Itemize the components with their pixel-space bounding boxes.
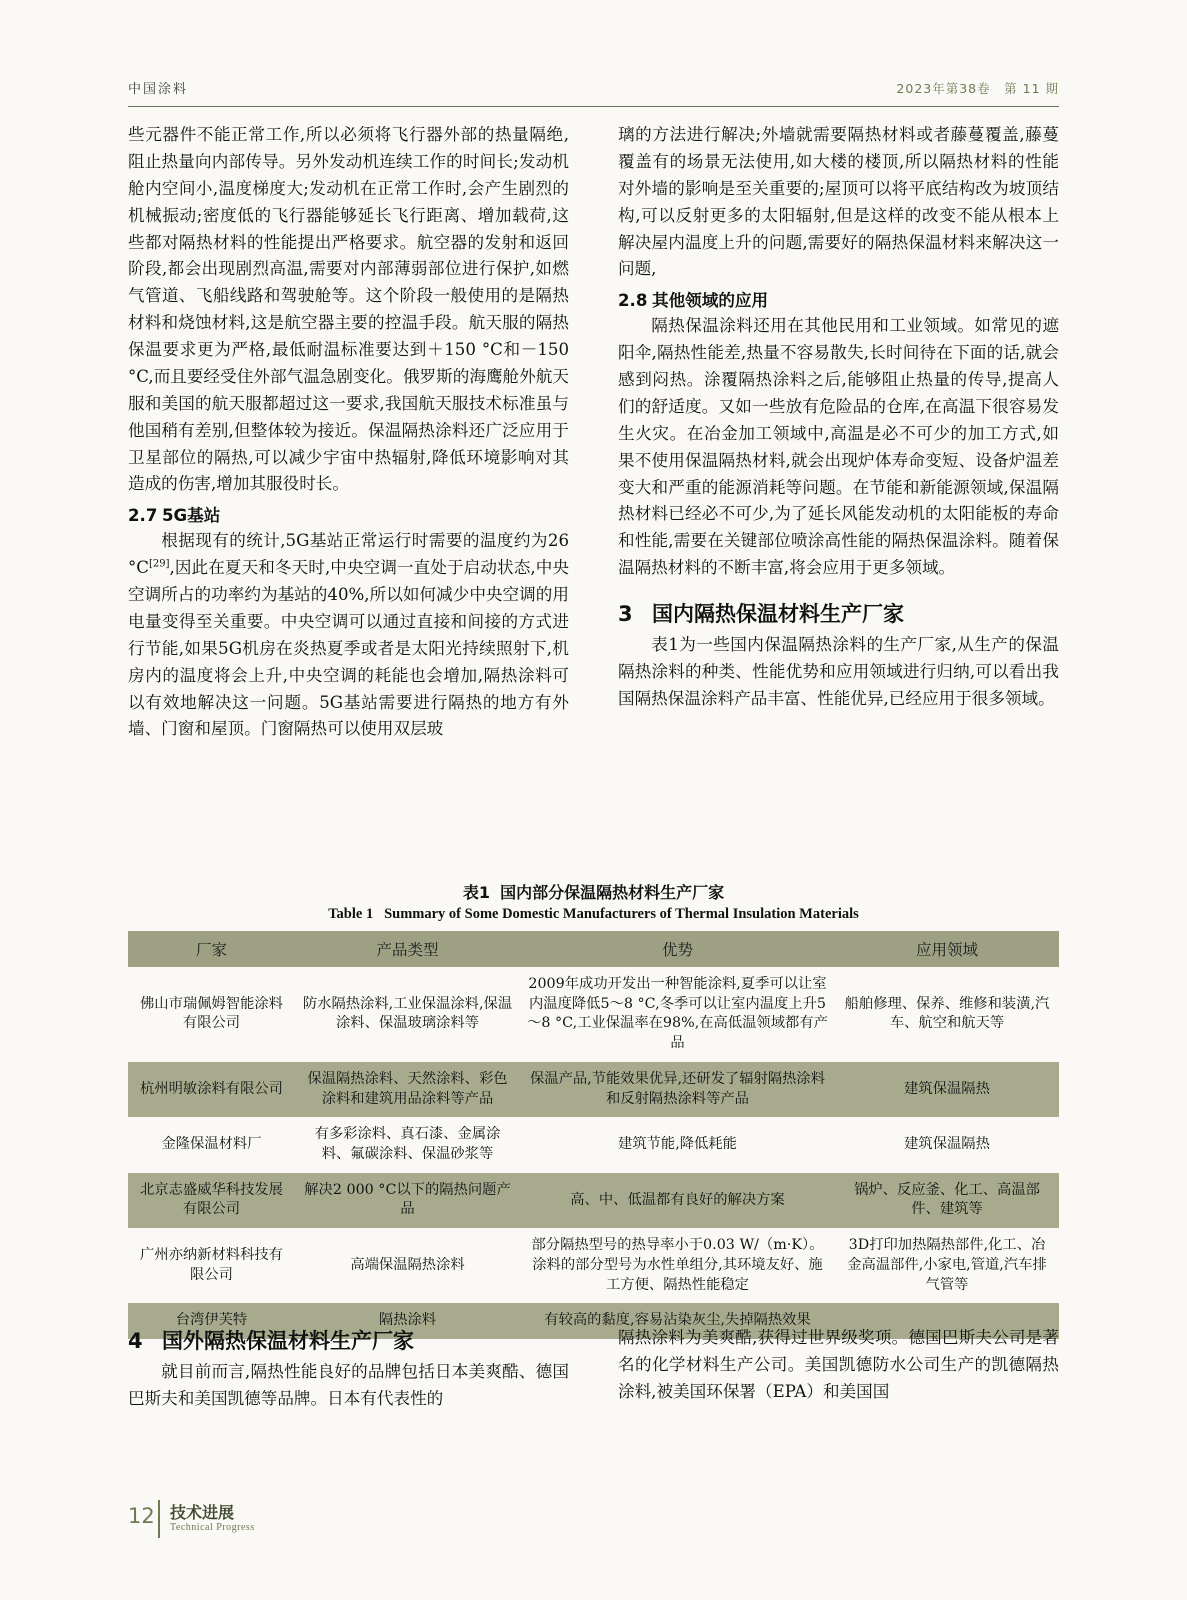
cell-product: 解决2 000 °C以下的隔热问题产品 <box>295 1173 520 1228</box>
column-header-field: 应用领域 <box>835 931 1059 967</box>
heading-4 <box>128 1325 569 1355</box>
footer-divider <box>158 1500 160 1538</box>
table-row <box>128 1228 1059 1303</box>
cell-advantage: 建筑节能,降低耗能 <box>618 1136 737 1153</box>
table-number-en: Table 1 <box>328 906 374 922</box>
heading-3 <box>618 598 1059 628</box>
table-caption-en <box>128 906 1059 923</box>
cell-manufacturer: 广州亦纳新材料科技有限公司 <box>140 1247 283 1283</box>
right-paragraph-3: 表1为一些国内保温隔热涂料的生产厂家,从生产的保温隔热涂料的种类、性能优势和应用领域进行归纳,可以看出我国隔热保温涂料产品丰富、性能优异,已经应用于很多领域。 <box>618 635 1059 708</box>
page-number: 12 <box>128 1504 155 1528</box>
cell-product: 有多彩涂料、真石漆、金属涂料、氟碳涂料、保温砂浆等 <box>314 1126 501 1163</box>
bottom-right-paragraph: 隔热涂料为美爽酷,获得过世界级奖项。德国巴斯夫公司是著名的化学材料生产公司。美国凯德防水公司生产的凯德隔热涂料,被美国环保署（EPA）和美国国 <box>618 1328 1059 1401</box>
cell-manufacturer: 台湾伊芙特 <box>128 1303 295 1339</box>
page-header <box>128 78 1059 107</box>
column-header-manufacturer: 厂家 <box>128 931 295 967</box>
footer-section-en: Technical Progress <box>170 1522 255 1533</box>
cell-product: 高端保温隔热涂料 <box>350 1256 465 1273</box>
left-paragraph-2 <box>128 528 569 743</box>
issue-info: 2023年第38卷 第 11 期 <box>896 81 1059 96</box>
table-row <box>128 967 1059 1062</box>
cell-field: 锅炉、反应釜、化工、高温部件、建筑等 <box>835 1173 1059 1228</box>
table-row <box>128 1173 1059 1228</box>
cell-product: 保温隔热涂料、天然涂料、彩色涂料和建筑用品涂料等产品 <box>295 1062 520 1117</box>
right-paragraph-2: 隔热保温涂料还用在其他民用和工业领域。如常见的遮阳伞,隔热性能差,热量不容易散失,长时间待在下面的话,就会感到闷热。涂覆隔热涂料之后,能够阻止热量的传导,提高人们的舒适度。又如一些放有危险品的仓库,在高温下很容易发生火灾。在冶金加工领域中,高温是必不可少的加工方式,如果不使用保温隔热材料,就会出现炉体寿命变短、设备炉温差变大和严重的能源消耗等问题。在节能和新能源领域,保温隔热材料已经必不可少,为了延长风能发动机的太阳能板的寿命和性能,需要在关键部位喷涂高性能的隔热保温涂料。随着保温隔热材料的不断丰富,将会应用于更多领域。 <box>618 316 1059 578</box>
left-paragraph-1: 些元器件不能正常工作,所以必须将飞行器外部的热量隔绝,阻止热量向内部传导。另外发动机连续工作的时间长;发动机舱内空间小,温度梯度大;发动机在正常工作时,会产生剧烈的机械振动;密度低的飞行器能够延长飞行距离、增加载荷,这些都对隔热材料的性能提出严格要求。航空器的发射和返回阶段,都会出现剧烈高温,需要对内部薄弱部位进行保护,如燃气管道、飞船线路和驾驶舱等。这个阶段一般使用的是隔热材料和烧蚀材料,这是航空器主要的控温手段。航天服的隔热保温要求更为严格,最低耐温标准要达到＋150 °C和－150 °C,而且要经受住外部气温急剧变化。俄罗斯的海鹰舱外航天服和美国的航天服都超过这一要求,我国航天服技术标准虽与他国稍有差别,但整体较为接近。保温隔热涂料还广泛应用于卫星部位的隔热,可以减少宇宙中热辐射,降低环境影响对其造成的伤害,增加其服役时长。 <box>128 125 569 494</box>
right-column <box>618 122 1059 713</box>
column-header-advantage: 优势 <box>520 931 835 967</box>
table-caption-cn <box>128 880 1059 903</box>
table-title-cn: 国内部分保温隔热材料生产厂家 <box>500 883 725 902</box>
bottom-left-column <box>128 1325 569 1413</box>
cell-product: 防水隔热涂料,工业保温涂料,保温涂料、保温玻璃涂料等 <box>302 995 513 1032</box>
cell-advantage: 高、中、低温都有良好的解决方案 <box>520 1173 835 1228</box>
table-row <box>128 1062 1059 1117</box>
page-footer <box>128 1500 1059 1540</box>
cell-manufacturer: 佛山市瑞佩姆智能涂料有限公司 <box>140 995 283 1032</box>
heading-3-text: 国内隔热保温材料生产厂家 <box>652 602 904 626</box>
footer-section-cn: 技术进展 <box>170 1503 235 1522</box>
table-row <box>128 1117 1059 1172</box>
cell-manufacturer: 北京志盛威华科技发展有限公司 <box>128 1173 295 1228</box>
table-header-row <box>128 931 1059 967</box>
cell-field: 3D打印加热隔热部件,化工、冶金高温部件,小家电,管道,汽车排气管等 <box>847 1237 1047 1293</box>
left-paragraph-2b: ,因此在夏天和冬天时,中央空调一直处于启动状态,中央空调所占的功率约为基站的40%,所以如何减少中央空调的用电量变得至关重要。中央空调可以通过直接和间接的方式进行节能,如果5G机房在炎热夏季或者是太阳光持续照射下,机房内的温度将会上升,中央空调的耗能也会增加,隔热涂料可以有效地解决这一问题。5G基站需要进行隔热的地方有外墙、门窗和屋顶。门窗隔热可以使用双层玻 <box>128 558 569 739</box>
journal-name: 中国涂料 <box>128 82 189 97</box>
cell-field: 船舶修理、保养、维修和装潢,汽车、航空和航天等 <box>844 995 1050 1032</box>
main-columns <box>128 122 1059 743</box>
cell-advantage: 有较高的黏度,容易沾染灰尘,失掉隔热效果 <box>520 1303 835 1339</box>
heading-3-number: 3 <box>618 602 633 626</box>
cell-advantage: 2009年成功开发出一种智能涂料,夏季可以让室内温度降低5～8 °C,冬季可以让室内温度上升5～8 °C,工业保温率在98%,在高低温领域都有产品 <box>527 976 828 1052</box>
cell-advantage: 部分隔热型号的热导率小于0.03 W/（m·K）。涂料的部分型号为水性单组分,其环境友好、施工方便、隔热性能稳定 <box>531 1237 824 1293</box>
bottom-columns <box>128 1325 1059 1413</box>
column-header-product: 产品类型 <box>295 931 520 967</box>
cell-field: 建筑保温隔热 <box>904 1136 990 1153</box>
heading-2-8-text: 其他领域的应用 <box>652 291 769 311</box>
heading-2-7-text: 5G基站 <box>162 506 221 526</box>
bottom-right-column <box>618 1325 1059 1406</box>
heading-2-7-number: 2.7 <box>128 506 158 526</box>
page-inner <box>128 0 1059 1600</box>
cell-manufacturer: 杭州明敏涂料有限公司 <box>128 1062 295 1117</box>
reference-29: [29] <box>149 558 170 570</box>
heading-2-8 <box>618 287 1059 311</box>
manufacturers-table <box>128 931 1059 1339</box>
table-number-cn: 表1 <box>462 883 491 902</box>
cell-field: 建筑保温隔热 <box>835 1062 1059 1117</box>
heading-4-text: 国外隔热保温材料生产厂家 <box>162 1329 414 1353</box>
cell-product: 隔热涂料 <box>295 1303 520 1339</box>
left-column <box>128 122 569 743</box>
table-block <box>128 880 1059 1339</box>
left-paragraph-2a: 根据现有的统计,5G基站正常运行时需要的温度约为26 °C <box>128 531 569 578</box>
heading-4-number: 4 <box>128 1329 143 1353</box>
bottom-left-paragraph: 就目前而言,隔热性能良好的品牌包括日本美爽酷、德国巴斯夫和美国凯德等品牌。日本有代表性的 <box>128 1362 569 1408</box>
right-paragraph-1: 璃的方法进行解决;外墙就需要隔热材料或者藤蔓覆盖,藤蔓覆盖有的场景无法使用,如大楼的楼顶,所以隔热材料的性能对外墙的影响是至关重要的;屋顶可以将平底结构改为坡顶结构,可以反射更多的太阳辐射,但是这样的改变不能从根本上解决屋内温度上升的问题,需要好的隔热保温材料来解决这一问题, <box>618 125 1059 279</box>
table-title-en: Summary of Some Domestic Manufacturers of Thermal Insulation Materials <box>384 906 859 922</box>
heading-2-7 <box>128 502 569 526</box>
cell-manufacturer: 金隆保温材料厂 <box>161 1136 262 1153</box>
cell-advantage: 保温产品,节能效果优异,还研发了辐射隔热涂料和反射隔热涂料等产品 <box>520 1062 835 1117</box>
heading-2-8-number: 2.8 <box>618 291 648 311</box>
